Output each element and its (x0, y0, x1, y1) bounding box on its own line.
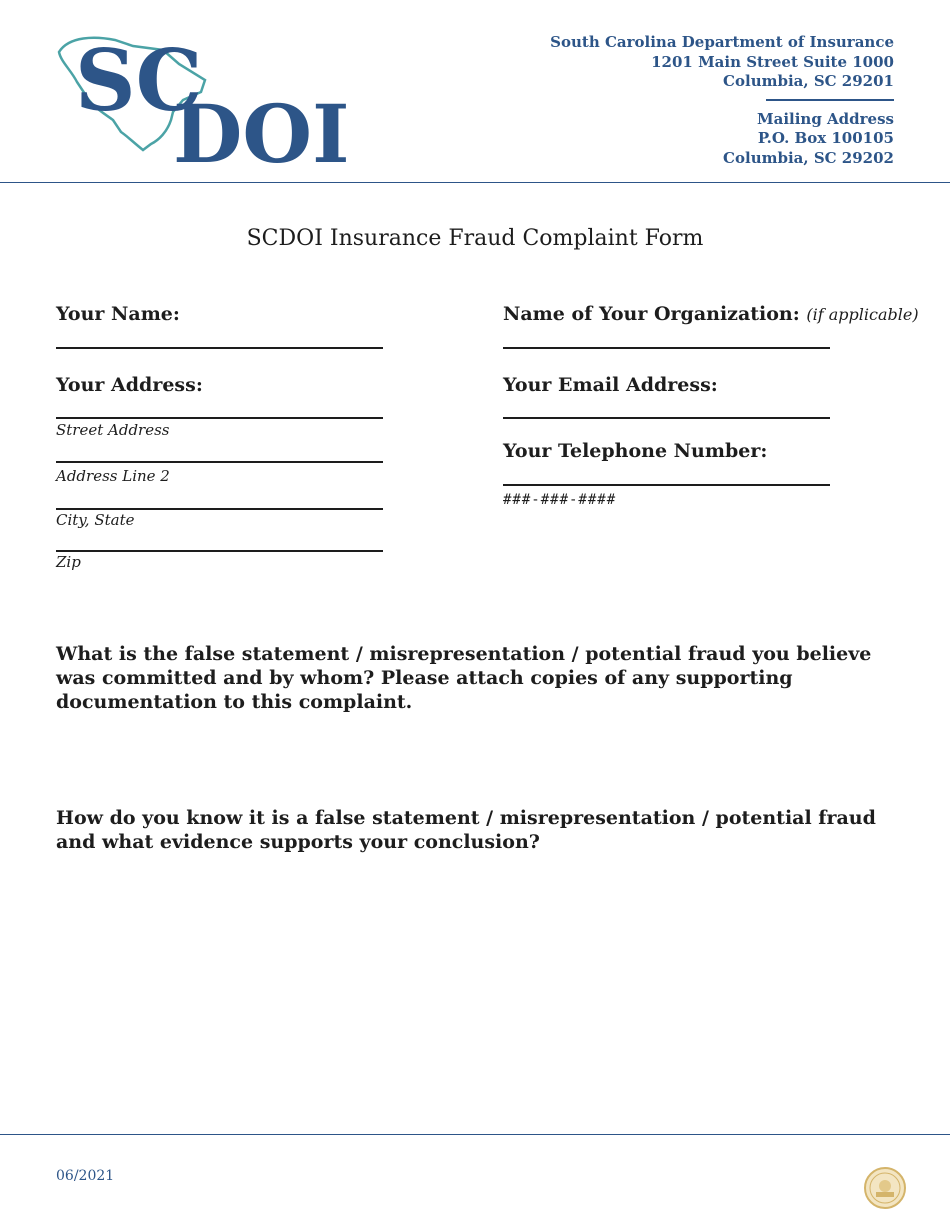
question-fraud-description: What is the false statement / misrepresentation / potential fraud you believe was committed and by whom? Please attach copies of any supporting documentation to this complaint. (56, 643, 872, 713)
organization-label (503, 303, 919, 325)
letterhead-divider (766, 99, 894, 101)
zip-field[interactable] (56, 550, 383, 552)
footer-rule (0, 1134, 950, 1135)
phone-label: Your Telephone Number: (503, 440, 768, 462)
your-name-field[interactable] (56, 347, 383, 349)
address-line2-label: Address Line 2 (56, 467, 170, 485)
zip-label: Zip (56, 553, 81, 571)
your-address-label: Your Address: (56, 374, 203, 396)
header-rule (0, 182, 950, 183)
your-name-label: Your Name: (56, 303, 180, 325)
address-line2-field[interactable] (56, 461, 383, 463)
state-seal-icon (863, 1166, 907, 1210)
city-state-field[interactable] (56, 508, 383, 510)
phone-field[interactable] (503, 484, 830, 486)
question-evidence: How do you know it is a false statement / misrepresentation / potential fraud and what evidence supports your conclusion? (56, 807, 876, 853)
org-name: South Carolina Department of Insurance (550, 33, 894, 51)
organization-note: (if applicable) (806, 305, 919, 324)
email-label: Your Email Address: (503, 374, 718, 396)
logo-sc: SC (75, 34, 203, 130)
street-address-field[interactable] (56, 417, 383, 419)
phone-format-hint: ###-###-#### (503, 492, 617, 508)
mailing-label: Mailing Address (757, 109, 894, 128)
street-address-label: Street Address (56, 421, 170, 439)
organization-label-text: Name of Your Organization: (503, 303, 800, 325)
street-address: 1201 Main Street Suite 1000 (651, 52, 894, 71)
scdoi-logo (55, 34, 355, 168)
revision-date: 06/2021 (56, 1168, 115, 1184)
city-state-zip: Columbia, SC 29201 (723, 72, 894, 90)
letterhead (550, 33, 894, 168)
form-title: SCDOI Insurance Fraud Complaint Form (246, 226, 704, 251)
mailing-city: Columbia, SC 29202 (723, 148, 894, 167)
po-box: P.O. Box 100105 (757, 129, 894, 147)
logo-doi: DOI (173, 87, 350, 168)
city-state-label: City, State (56, 511, 135, 529)
organization-field[interactable] (503, 347, 830, 349)
email-field[interactable] (503, 417, 830, 419)
